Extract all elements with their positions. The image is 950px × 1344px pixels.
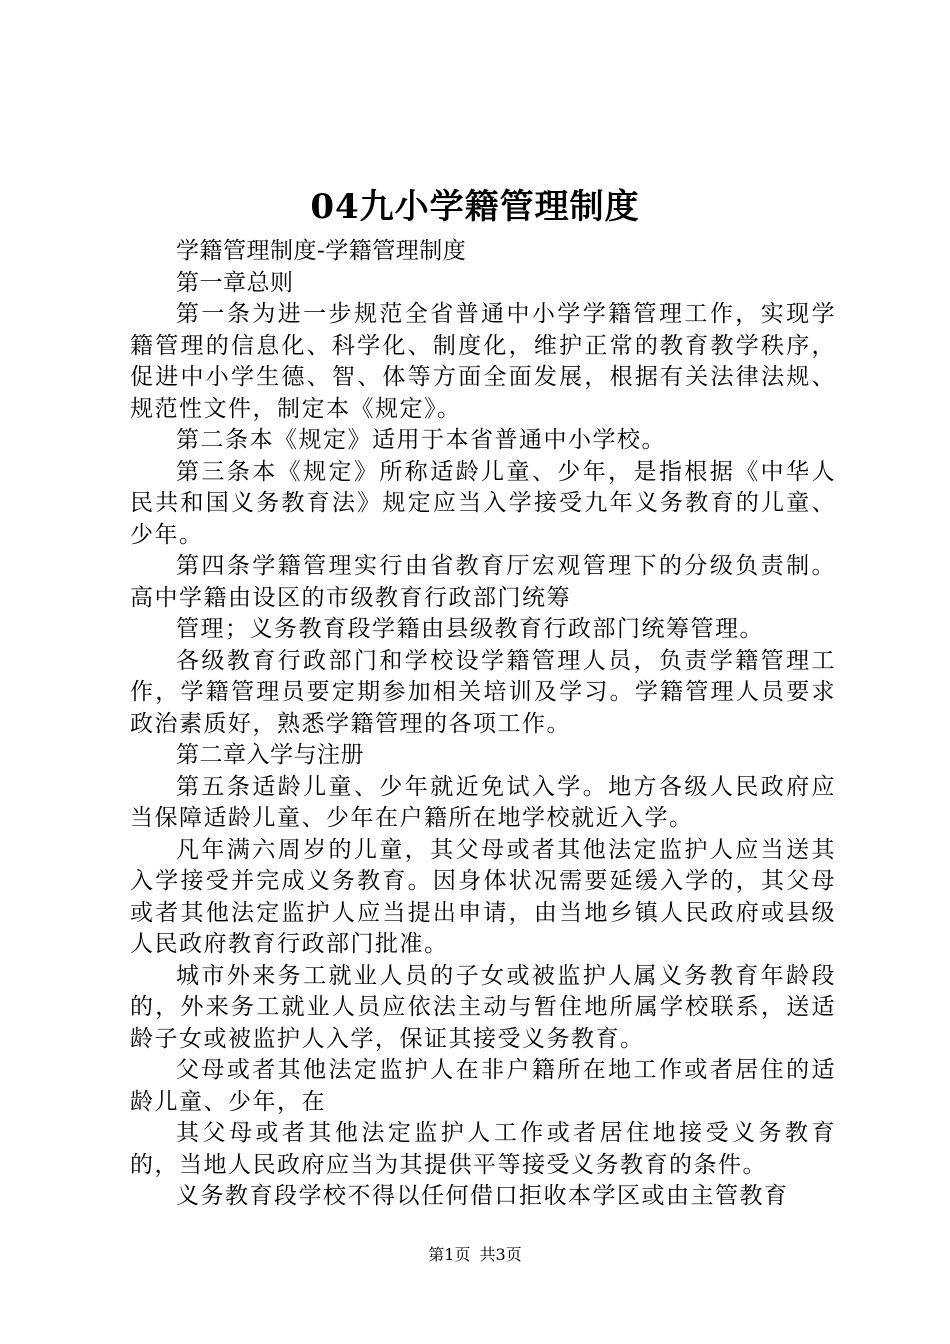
body-paragraph: 第五条适龄儿童、少年就近免试入学。地方各级人民政府应当保障适龄儿童、少年在户籍所在地学校就近入学。 <box>130 773 836 831</box>
body-paragraph: 第一条为进一步规范全省普通中小学学籍管理工作，实现学籍管理的信息化、科学化、制度化，维护正常的教育教学秩序，促进中小学生德、智、体等方面全面发展，根据有关法律法规、规范性文件，制定本《规定》。 <box>130 301 836 422</box>
chapter-heading: 第二章入学与注册 <box>176 742 364 768</box>
body-paragraph: 凡年满六周岁的儿童，其父母或者其他法定监护人应当送其入学接受并完成义务教育。因身体状况需要延缓入学的，其父母或者其他法定监护人应当提出申请，由当地乡镇人民政府或县级人民政府教育行政部门批准。 <box>130 836 836 957</box>
subtitle-paragraph: 学籍管理制度-学籍管理制度 <box>176 238 467 264</box>
body-paragraph: 义务教育段学校不得以任何借口拒收本学区或由主管教育 <box>176 1183 789 1209</box>
document-body <box>130 236 836 1213</box>
page-total: 共3页 <box>479 1245 522 1264</box>
body-paragraph: 其父母或者其他法定监护人工作或者居住地接受义务教育的，当地人民政府应当为其提供平等接受义务教育的条件。 <box>130 1120 836 1178</box>
document-title: 04九小学籍管理制度 <box>310 187 640 227</box>
body-paragraph: 第二条本《规定》适用于本省普通中小学校。 <box>176 427 666 453</box>
page-number: 第1页 <box>428 1245 471 1264</box>
body-paragraph: 第四条学籍管理实行由省教育厅宏观管理下的分级负责制。高中学籍由设区的市级教育行政部门统筹 <box>130 553 836 611</box>
chapter-heading: 第一章总则 <box>176 269 294 296</box>
body-paragraph: 城市外来务工就业人员的子女或被监护人属义务教育年龄段的，外来务工就业人员应依法主动与暂住地所属学校联系，送适龄子女或被监护人入学，保证其接受义务教育。 <box>130 962 836 1052</box>
body-paragraph: 父母或者其他法定监护人在非户籍所在地工作或者居住的适龄儿童、少年，在 <box>130 1057 836 1115</box>
body-paragraph: 各级教育行政部门和学校设学籍管理人员，负责学籍管理工作，学籍管理员要定期参加相关培训及学习。学籍管理人员要求政治素质好，熟悉学籍管理的各项工作。 <box>130 647 836 737</box>
page-footer <box>0 1244 950 1266</box>
body-paragraph: 第三条本《规定》所称适龄儿童、少年，是指根据《中华人民共和国义务教育法》规定应当入学接受九年义务教育的儿童、少年。 <box>130 458 836 548</box>
body-paragraph: 管理；义务教育段学籍由县级教育行政部门统筹管理。 <box>176 616 764 642</box>
